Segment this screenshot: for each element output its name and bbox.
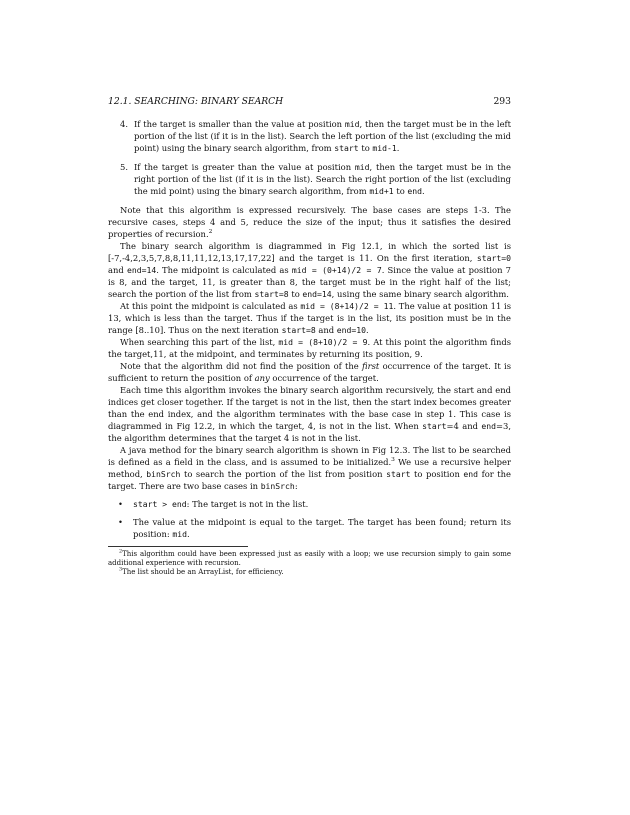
step-5: 5. If the target is greater than the value at position mid, then the target must be in the right portion of the list (if it is in the list). Search the right portion of the list (excluding the mid point) using the binary search algorithm, from mid+1 to end. [120, 162, 511, 196]
code: start [334, 143, 359, 153]
code: end=14 [126, 265, 157, 275]
step-4: 4. If the target is smaller than the value at position mid, then the target must be in the left portion of the list (if it is in the list). Search the left portion of the list (excluding the mid point) using the binary search algorithm, from start to mid-1. [120, 119, 511, 153]
code: mid-1 [372, 143, 397, 153]
footnote-marker: 2 [208, 229, 213, 236]
footnote-marker: 3 [391, 457, 395, 464]
code: start [386, 469, 411, 479]
code: end=10 [336, 325, 367, 335]
base-case-list [108, 498, 511, 540]
list-item: • start > end: The target is not in the list. [118, 499, 309, 509]
bullet-icon: • [118, 517, 123, 527]
page-number: 293 [493, 96, 511, 107]
step-number: 5. [120, 162, 128, 172]
code: end [407, 186, 423, 196]
code: mid = (0+14)/2 = 7 [291, 265, 382, 275]
paragraph-each-time: Each time this algorithm invokes the binary search algorithm recursively, the start and end indices get closer together. If the target is not in the list, then the start index becomes greater than the end index, and the algorithm terminates with the base case in step 1. This case is diagrammed in Fig 12.2, in which the target, 4, is not in the list. When start=4 and end=3, the algorithm determines that the target 4 is not in the list. [108, 385, 512, 443]
code: mid+1 [369, 186, 394, 196]
paragraph-java-method: A java method for the binary search algorithm is shown in Fig 12.3. The list to be searched is defined as a field in the class, and is assumed to be initialized.$^3$ We use a recursive helper method, binSrch to search the portion of the list from position start to position end for the target. There are two base cases in binSrch: [108, 445, 512, 491]
code: binSrch [260, 481, 295, 491]
code: start=8 [281, 325, 316, 335]
step-number: 4. [120, 119, 128, 129]
algorithm-steps [108, 118, 511, 197]
running-header [108, 96, 511, 108]
footnote-2: $^2$This algorithm could have been expressed just as easily with a loop; we use recursion simply to gain some additional experience with recursion. [108, 548, 511, 567]
code: start [422, 421, 447, 431]
code: mid = (8+10)/2 = 9 [278, 337, 368, 347]
code: end [481, 421, 496, 431]
footnote-divider [108, 546, 248, 547]
book-page [108, 96, 511, 577]
paragraph-recursion: Note that this algorithm is expressed recursively. The base cases are steps 1-3. The recursive cases, steps 4 and 5, reduce the size of the input; thus it satisfies the desired properties of recursion.$^2$ [108, 205, 511, 239]
code: mid [172, 529, 187, 539]
bullet-icon: • [118, 499, 123, 509]
paragraph-first-occurrence: Note that the algorithm did not find the position of the first occurrence of the target. It is sufficient to return the position of any occurrence of the target. [108, 361, 512, 383]
code: binSrch [146, 469, 181, 479]
footnote-3: $^3$The list should be an ArrayList, for efficiency. [119, 566, 284, 576]
code: start > end [133, 499, 187, 509]
code: end=14 [302, 289, 332, 299]
code: mid = (8+14)/2 = 11 [300, 301, 394, 311]
paragraph-second-iteration: At this point the midpoint is calculated as mid = (8+14)/2 = 11. The value at position 11 is 13, which is less than the target. Thus if the target is in the list, its position must be in the range [8..10]. Thus on the next iteration start=8 and end=10. [108, 301, 511, 335]
paragraph-diagram: The binary search algorithm is diagrammed in Fig 12.1, in which the sorted list is [-7,-4,2,3,5,7,8,8,11,11,12,13,17,17,22] and the target is 11. On the first iteration, start=0 and end=14. The midpoint is calculated as mid = (0+14)/2 = 7. Since the value at position 7 is 8, and the target, 11, is greater than 8, the target must be in the right half of the list; search the portion of the list from start=8 to end=14, using the same binary search algorithm. [108, 241, 511, 299]
paragraph-third-iteration: When searching this part of the list, mid = (8+10)/2 = 9. At this point the algorithm finds the target,11, at the midpoint, and terminates by returning its position, 9. [108, 337, 512, 359]
code: end [463, 469, 479, 479]
code: start=0 [476, 253, 511, 263]
code: mid [354, 162, 370, 172]
list-item: • The value at the midpoint is equal to the target. The target has been found; return its position: mid. [118, 517, 511, 539]
code: mid [344, 119, 360, 129]
code: start=8 [254, 289, 289, 299]
footnotes [108, 550, 511, 577]
page-body [108, 118, 511, 577]
section-title: 12.1. SEARCHING: BINARY SEARCH [108, 96, 284, 107]
emphasis: first [362, 361, 380, 371]
emphasis: any [254, 373, 270, 383]
